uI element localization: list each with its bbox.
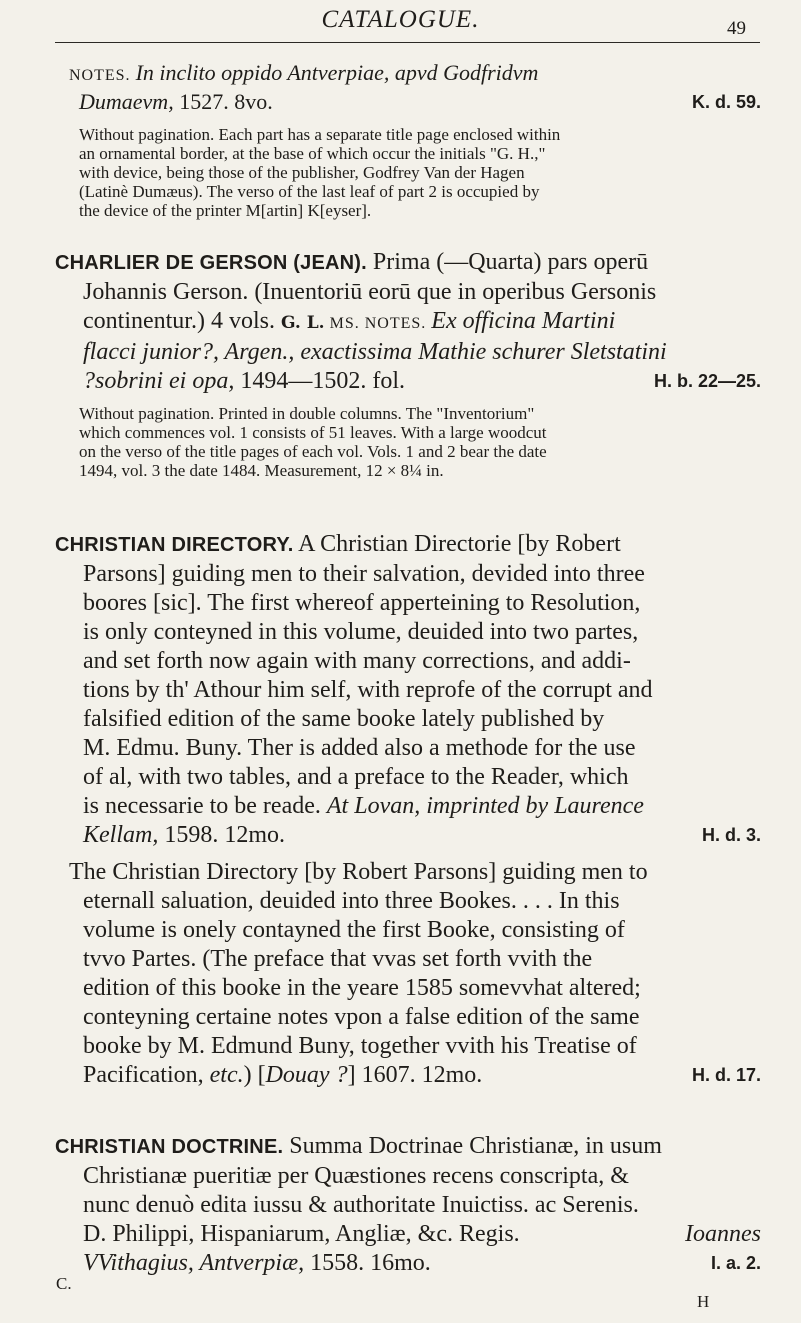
entry-line: booke by M. Edmund Buny, together vvith his Treatise of: [83, 1033, 637, 1059]
entry-line: CHRISTIAN DIRECTORY. A Christian Directorie [by Robert: [55, 531, 621, 557]
entry-heading: CHRISTIAN DIRECTORY.: [55, 534, 294, 556]
shelf-mark: H. d. 17.: [691, 1065, 761, 1085]
shelf-mark: H. d. 3.: [701, 825, 761, 845]
entry-line: The Christian Directory [by Robert Parsons] guiding men to: [69, 859, 648, 885]
note-line: on the verso of the title pages of each vol. Vols. 1 and 2 bear the date: [79, 442, 547, 461]
entry-christian-directory: [55, 530, 761, 850]
entry-line: is only conteyned in this volume, deuided into two partes,: [83, 619, 639, 645]
entry-line: eternall saluation, deuided into three Bookes. . . . In this: [83, 888, 620, 914]
entry-line: Christianæ pueritiæ per Quæstiones recens conscripta, &: [83, 1163, 629, 1189]
note-line: with device, being those of the publisher, Godfrey Van der Hagen: [79, 163, 525, 182]
entry-line: D. Philippi, Hispaniarum, Angliæ, &c. Regis. Ioannes: [83, 1221, 761, 1247]
entry-line: of al, with two tables, and a preface to the Reader, which: [83, 764, 629, 790]
note-line: Without pagination. Each part has a separate title page enclosed within: [79, 125, 561, 144]
shelf-mark: I. a. 2.: [710, 1253, 761, 1273]
entry-line: flacci junior?, Argen., exactissima Mathie schurer Sletstatini: [83, 339, 667, 365]
note-line: the device of the printer M[artin] K[eyser].: [79, 201, 372, 220]
entry-line: tvvo Partes. (The preface that vvas set forth vvith the: [83, 946, 593, 972]
note-line: 1494, vol. 3 the date 1484. Measurement, 12 × 8¼ in.: [79, 461, 444, 480]
page-number: 49: [727, 18, 746, 39]
note-line: an ornamental border, at the base of which occur the initials "G. H.,": [79, 144, 546, 163]
running-head: CATALOGUE.: [321, 6, 480, 33]
entry-christian-directory-1607: [55, 858, 761, 1090]
entry-line: nunc denuò edita iussu & authoritate Inuictiss. ac Serenis.: [83, 1192, 639, 1218]
header-rule: [55, 42, 760, 43]
entry-line: conteyning certaine notes vpon a false edition of the same: [83, 1004, 640, 1030]
entry-notes: [55, 60, 761, 220]
note-line: which commences vol. 1 consists of 51 leaves. With a large woodcut: [79, 423, 547, 442]
entry-line: ?sobrini ei opa, 1494—1502. fol. H. b. 22—25.: [83, 368, 761, 394]
footer-mark: C.: [56, 1274, 72, 1293]
entry-line: CHRISTIAN DOCTRINE. Summa Doctrinae Christianæ, in usum: [55, 1133, 662, 1159]
entry-line: tions by th' Athour him self, with reprofe of the corrupt and: [83, 677, 653, 703]
entry-line: Pacification, etc.) [Douay ?] 1607. 12mo. H. d. 17.: [83, 1062, 761, 1088]
signature-mark: H: [697, 1292, 710, 1311]
entry-line: CHARLIER DE GERSON (JEAN). Prima (—Quarta) pars operū: [55, 249, 649, 275]
entry-line: M. Edmu. Buny. Ther is added also a methode for the use: [83, 735, 636, 761]
entry-heading: CHRISTIAN DOCTRINE.: [55, 1136, 284, 1158]
entry-heading: CHARLIER DE GERSON (JEAN).: [55, 252, 367, 274]
entry-line: edition of this booke in the yeare 1585 somevvhat altered;: [83, 975, 641, 1001]
entry-charlier-de-gerson: [55, 248, 761, 480]
entry-line: is necessarie to be reade. At Lovan, imprinted by Laurence: [83, 793, 644, 819]
note-line: Without pagination. Printed in double columns. The "Inventorium": [79, 404, 535, 423]
entry-line: boores [sic]. The first whereof apperteining to Resolution,: [83, 590, 641, 616]
entry-line: VVithagius, Antverpiæ, 1558. 16mo. I. a. 2.: [83, 1250, 761, 1276]
entry-line: and set forth now again with many corrections, and addi-: [83, 648, 631, 674]
shelf-mark: H. b. 22—25.: [653, 371, 761, 391]
entry-line: continentur.) 4 vols. G. L. MS. NOTES. Ex officina Martini: [83, 308, 616, 334]
entry-line: Kellam, 1598. 12mo. H. d. 3.: [83, 822, 761, 848]
entry-line: Dumaevm, 1527. 8vo. K. d. 59.: [79, 89, 761, 114]
entry-line: volume is onely contayned the first Booke, consisting of: [83, 917, 625, 943]
entry-line: NOTES. In inclito oppido Antverpiae, apvd Godfridvm: [69, 60, 539, 85]
shelf-mark: K. d. 59.: [691, 92, 761, 112]
entry-line: Parsons] guiding men to their salvation, devided into three: [83, 561, 645, 587]
entry-christian-doctrine: [55, 1132, 761, 1278]
note-line: (Latinè Dumæus). The verso of the last leaf of part 2 is occupied by: [79, 182, 540, 201]
entry-line: falsified edition of the same booke lately published by: [83, 706, 605, 732]
entry-line: Johannis Gerson. (Inuentoriū eorū que in operibus Gersonis: [83, 279, 657, 305]
